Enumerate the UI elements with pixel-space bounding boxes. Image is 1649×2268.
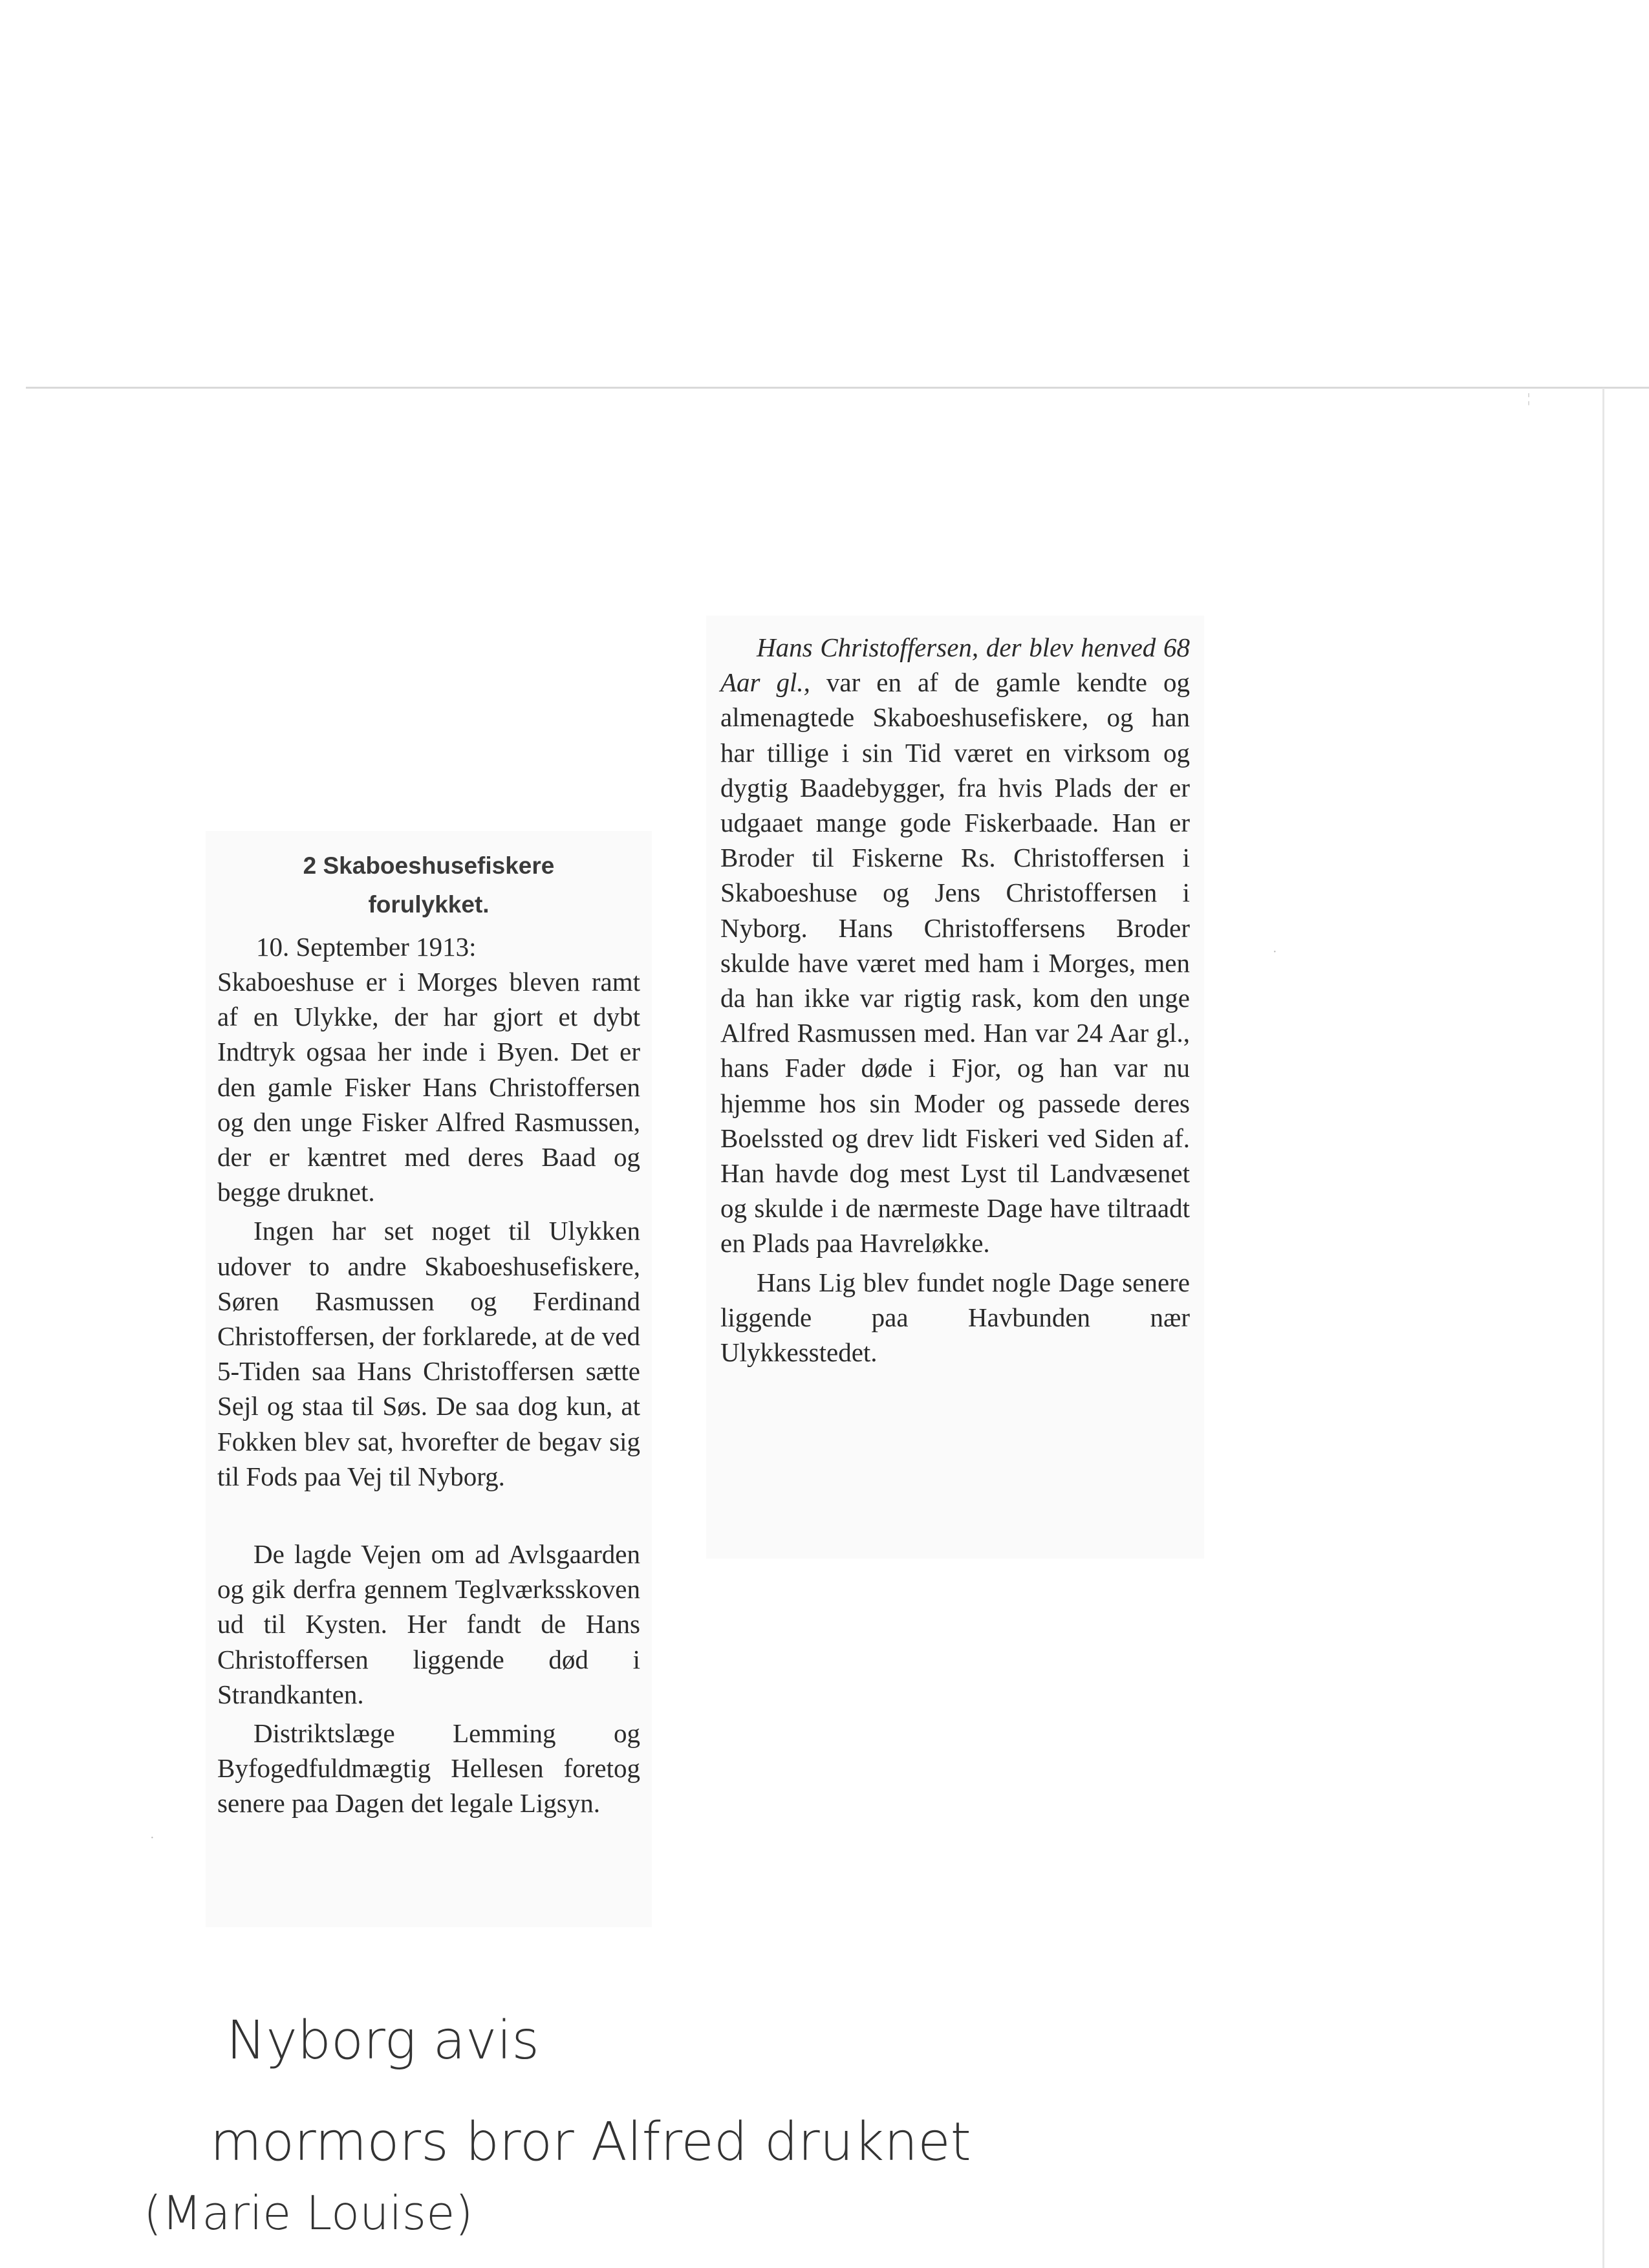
handwritten-note-relation: mormors bror Alfred druknet [210, 2111, 971, 2173]
article-paragraph: Distriktslæge Lemming og Byfogedfuldmægtig Hellesen foretog senere paa Dagen det legale Ligsyn. [217, 1718, 640, 1819]
headline-line-2: forulykket. [368, 891, 490, 918]
handwritten-note-source: Nyborg avis [226, 2010, 539, 2071]
article-column-right [706, 616, 1204, 1559]
article-paragraph: De lagde Vejen om ad Avlsgaarden og gik derfra gennem Teglværksskoven ud til Kysten. Her fandt de Hans Christoffersen liggende død i Strandkanten. [217, 1539, 640, 1709]
scan-speck: ¦ [1527, 391, 1531, 405]
article-paragraph: Hans Lig blev fundet nogle Dage senere liggende paa Havbunden nær Ulykkesstedet. [720, 1267, 1190, 1368]
article-paragraph-body: var en af de gamle kendte og almenagtede Skaboeshusefiskere, og han har tillige i sin Tid været en virksom og dygtig Baadebygger, fra hvis Plads der er udgaaet mange gode Fiskerbaade. Han er Broder til Fiskerne Rs. Christoffersen i Skaboeshuse og Jens Christoffersen i Nyborg. Hans Christoffersens Broder skulde have været med ham i Morges, men da han ikke var rigtig rask, kom den unge Alfred Rasmussen med. Han var 24 Aar gl., hans Fader døde i Fjor, og han var nu hjemme hos sin Moder og passede deres Boelssted og drev lidt Fiskeri ved Siden af. Han havde dog mest Lyst til Landvæsenet og skulde i de nærmeste Dage have tiltraadt en Plads paa Havreløkke. [720, 667, 1191, 1258]
article-dateline: 10. September 1913: [256, 932, 477, 962]
page-fold-line [26, 387, 1649, 389]
article-paragraph: Skaboeshuse er i Morges bleven ramt af en Ulykke, der har gjort et dybt Indtryk ogsaa her inde i Byen. Det er den gamle Fisker Hans Christoffersen og den unge Fisker Alfred Rasmussen, der er kæntret med deres Baad og begge druknet. [217, 967, 640, 1207]
column-gap [217, 1498, 640, 1537]
scan-speck: · [150, 1831, 155, 1845]
article-intro-italic: Hans Christoffersen, der blev henved 68 Aar gl., [720, 632, 1190, 698]
scan-speck: · [1273, 945, 1277, 959]
page-edge-line [1602, 388, 1604, 2268]
article-paragraph: Ingen har set noget til Ulykken udover to andre Skaboeshusefiskere, Søren Rasmussen og Ferdinand Christoffersen, der forklarede, at de ved 5-Tiden saa Hans Christoffersen sætte Sejl og staa til Søs. De saa dog kun, at Fokken blev sat, hvorefter de begav sig til Fods paa Vej til Nyborg. [217, 1216, 640, 1491]
article-paragraph [720, 630, 1190, 1261]
handwritten-note-name: (Marie Louise) [144, 2186, 473, 2240]
article-column-left [206, 831, 652, 1927]
article-headline [217, 847, 640, 924]
headline-line-1: 2 Skaboeshusefiskere [303, 852, 555, 879]
